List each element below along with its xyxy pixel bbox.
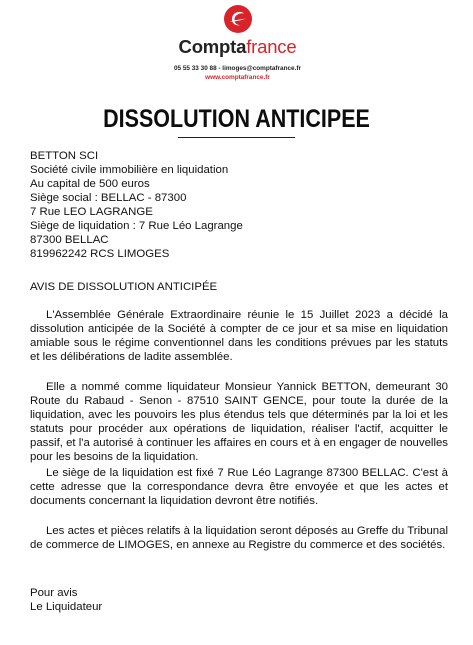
notice-heading: AVIS DE DISSOLUTION ANTICIPÉE bbox=[30, 281, 218, 293]
comptafrance-logo bbox=[160, 0, 315, 92]
company-street: 7 Rue LEO LAGRANGE bbox=[30, 206, 153, 218]
company-details bbox=[30, 149, 448, 261]
company-city: 87300 BELLAC bbox=[30, 234, 109, 246]
brand-name-primary: Compta bbox=[178, 36, 247, 57]
paragraph-dissolution: L'Assemblée Générale Extraordinaire réunie le 15 Juillet 2023 a décidé la dissolution anticipée de la Société à compter de ce jour et sa mise en liquidation amiable sous le régime conventionnel dans les conditions prévues par les statuts et les délibérations de ladite assemblée. bbox=[30, 309, 448, 363]
closing-signatory: Le Liquidateur bbox=[30, 601, 103, 613]
paragraph-filing: Les actes et pièces relatifs à la liquidation seront déposés au Greffe du Tribunal de commerce de LIMOGES, en annexe au Registre du commerce et des sociétés. bbox=[30, 525, 448, 551]
paragraph-liquidation-seat: Le siège de la liquidation est fixé 7 Rue Léo Lagrange 87300 BELLAC. C'est à cette adresse que la correspondance devra être envoyée et que les actes et documents concernant la liquidation devront être notifiés. bbox=[30, 467, 448, 507]
closing-pour-avis: Pour avis bbox=[30, 587, 78, 599]
title-underline bbox=[178, 137, 295, 138]
company-name: BETTON SCI bbox=[30, 150, 99, 162]
comptafrance-logo-icon bbox=[223, 4, 253, 34]
paragraph-liquidator: Elle a nommé comme liquidateur Monsieur Yannick BETTON, demeurant 30 Route du Rabaud - Senon - 87510 SAINT GENCE, pour toute la durée de la liquidation, avec les pouvoirs les plus étendus tels que déterminés par la loi et les statuts pour procéder aux opérations de liquidation, réaliser l'actif, acquitter le passif, et l'a autorisé à continuer les affaires en cours et à en engager de nouvelles pour les besoins de la liquidation. bbox=[30, 381, 448, 463]
company-form: Société civile immobilière en liquidation bbox=[30, 164, 229, 176]
company-rcs: 819962242 RCS LIMOGES bbox=[30, 248, 170, 260]
brand-name-secondary: france bbox=[246, 36, 297, 57]
notice-title: DISSOLUTION ANTICIPEE bbox=[103, 105, 370, 133]
company-registered-office: Siège social : BELLAC - 87300 bbox=[30, 192, 187, 204]
company-liquidation-seat: Siège de liquidation : 7 Rue Léo Lagrange bbox=[30, 220, 243, 232]
website-link[interactable]: www.comptafrance.fr bbox=[205, 74, 270, 81]
brand-name bbox=[160, 36, 315, 58]
company-capital: Au capital de 500 euros bbox=[30, 178, 150, 190]
contact-line: 05 55 33 30 88 - limoges@comptafrance.fr bbox=[173, 65, 301, 72]
